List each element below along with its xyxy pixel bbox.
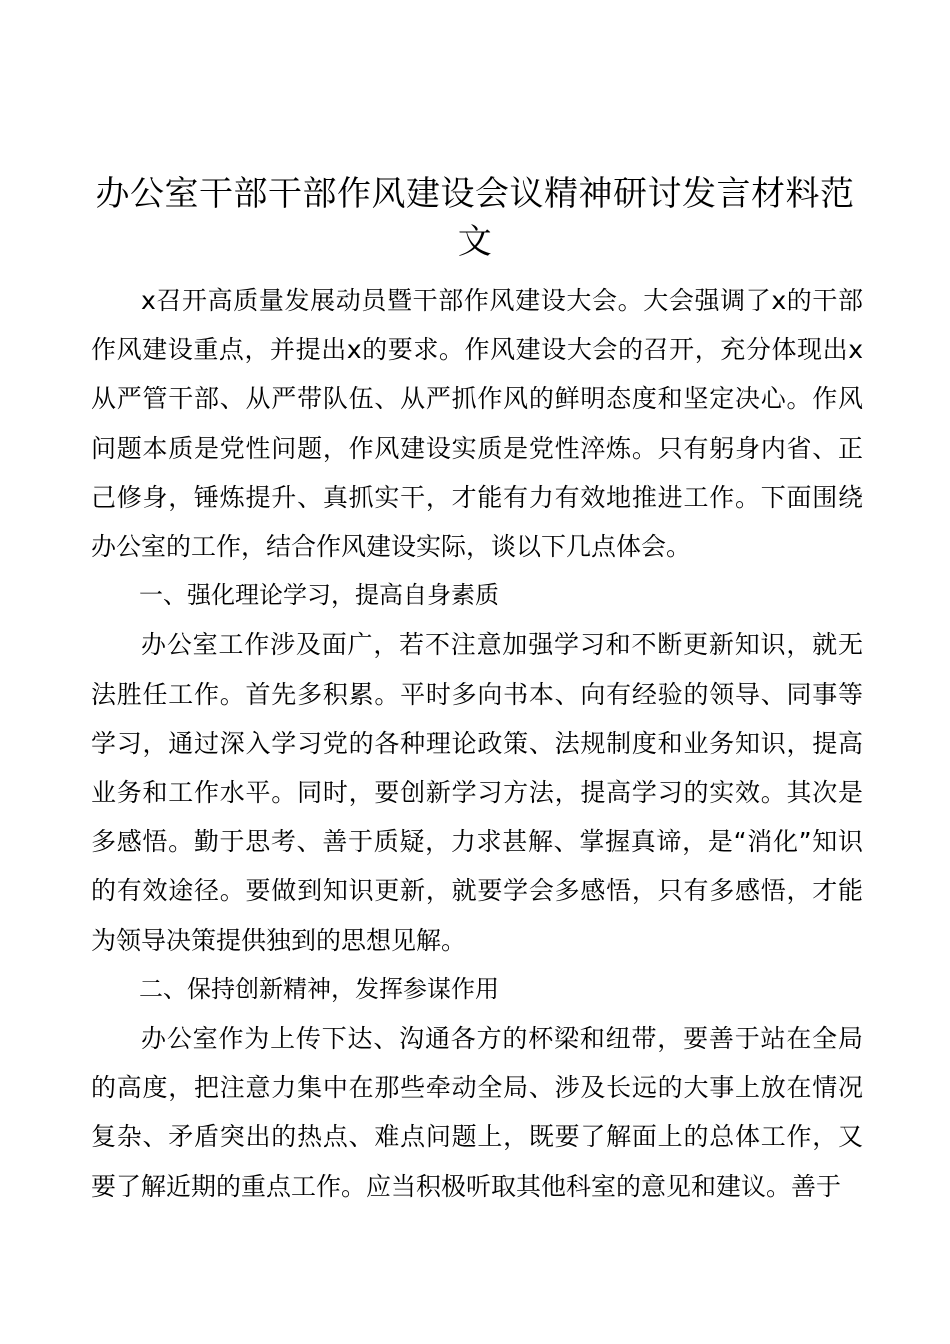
section-heading-2: 二、保持创新精神，发挥参谋作用 (139, 974, 499, 1003)
section-2-paragraph: 办公室作为上传下达、沟通各方的杯梁和纽带，要善于站在全局的高度，把注意力集中在那些牵动全局、涉及长远的大事上放在情况复杂、矛盾突出的热点、难点问题上，既要了解面上的总体工作，又要了解近期的重点工作。应当积极听取其他科室的意见和建议。善于 (91, 1024, 863, 1201)
document-title: 办公室干部干部作风建设会议精神研讨发言材料范文 (95, 174, 855, 262)
document-body (91, 276, 863, 1211)
section-1-paragraph: 办公室工作涉及面广，若不注意加强学习和不断更新知识，就无法胜任工作。首先多积累。平时多向书本、向有经验的领导、同事等学习，通过深入学习党的各种理论政策、法规制度和业务知识，提高业务和工作水平。同时，要创新学习方法，提高学习的实效。其次是多感悟。勤于思考、善于质疑，力求甚解、掌握真谛，是“消化”知识的有效途径。要做到知识更新，就要学会多感悟，只有多感悟，才能为领导决策提供独到的思想见解。 (91, 630, 863, 955)
intro-paragraph: x召开高质量发展动员暨干部作风建设大会。大会强调了x的干部作风建设重点，并提出x的要求。作风建设大会的召开，充分体现出x从严管干部、从严带队伍、从严抓作风的鲜明态度和坚定决心。作风问题本质是党性问题，作风建设实质是党性淬炼。只有躬身内省、正己修身，锤炼提升、真抓实干，才能有力有效地推进工作。下面围绕办公室的工作，结合作风建设实际，谈以下几点体会。 (91, 286, 863, 562)
section-heading-1: 一、强化理论学习，提高自身素质 (139, 581, 499, 610)
